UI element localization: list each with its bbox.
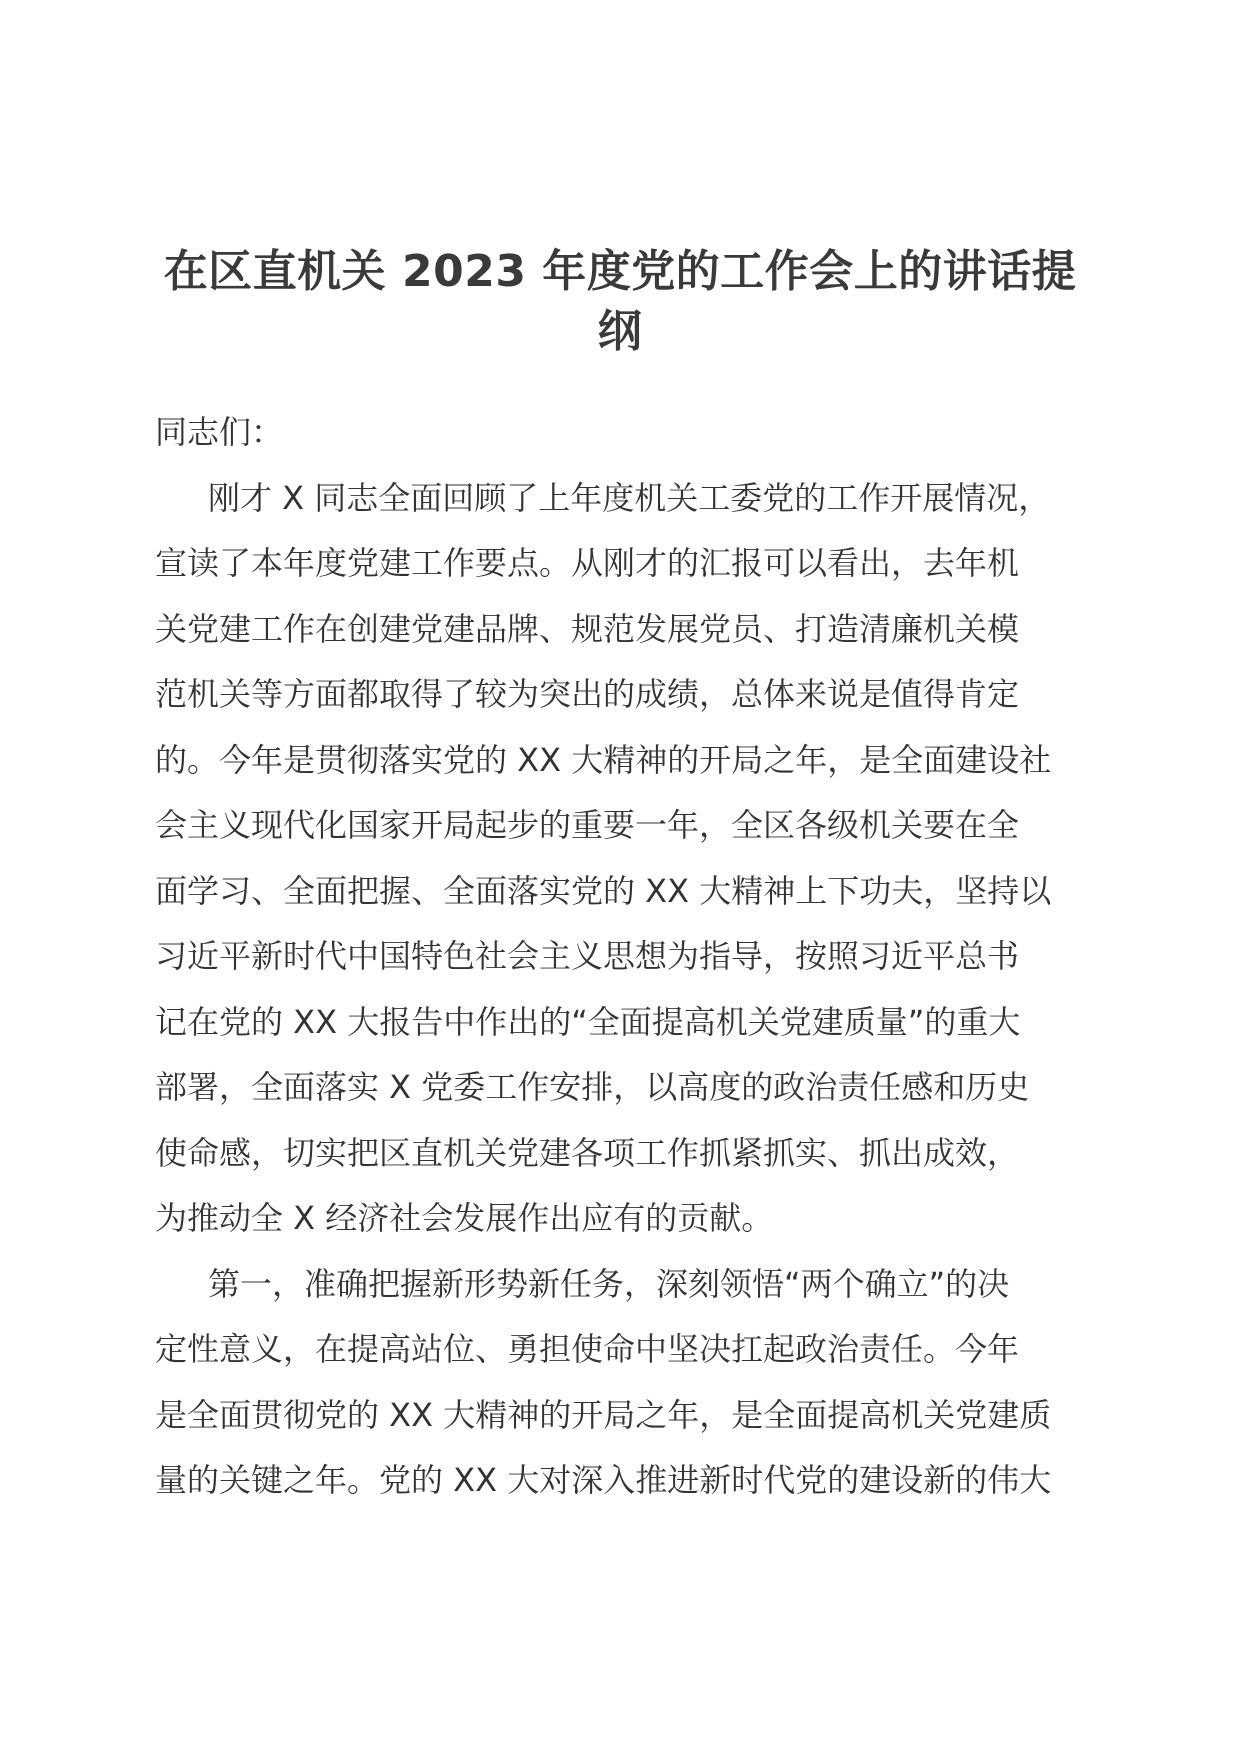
paragraph-2-line: 定性意义，在提高站位、勇担使命中坚决扛起政治责任。今年 — [155, 1330, 1020, 1368]
paragraph-1-line: 关党建工作在创建党建品牌、规范发展党员、打造清廉机关模 — [155, 609, 1020, 648]
paragraph-1-line: 为推动全 X 经济社会发展作出应有的贡献。 — [155, 1199, 774, 1237]
document-title — [150, 242, 1090, 362]
paragraph-2-line: 是全面贯彻党的 XX 大精神的开局之年，是全面提高机关党建质 — [155, 1395, 1052, 1434]
document-title-line-2: 纲 — [597, 306, 643, 357]
paragraph-1-line: 宣读了本年度党建工作要点。从刚才的汇报可以看出，去年机 — [155, 544, 1020, 582]
paragraph-1-line: 范机关等方面都取得了较为突出的成绩，总体来说是值得肯定 — [155, 675, 1020, 713]
paragraph-1-line: 部署，全面落实 X 党委工作安排，以高度的政治责任感和历史 — [155, 1068, 1030, 1106]
paragraph-1 — [155, 466, 1085, 1252]
salutation: 同志们： — [155, 413, 284, 451]
paragraph-2-line: 第一，准确把握新形势新任务，深刻领悟“两个确立”的决 — [208, 1264, 1010, 1303]
paragraph-1-line: 习近平新时代中国特色社会主义思想为指导，按照习近平总书 — [155, 937, 1020, 975]
paragraph-2 — [155, 1252, 1085, 1514]
paragraph-1-line: 会主义现代化国家开局起步的重要一年，全区各级机关要在全 — [155, 806, 1020, 844]
document-title-line-1: 在区直机关 2023 年度党的工作会上的讲话提 — [163, 246, 1077, 297]
paragraph-2-line: 量的关键之年。党的 XX 大对深入推进新时代党的建设新的伟大 — [155, 1461, 1052, 1499]
paragraph-1-line: 的。今年是贯彻落实党的 XX 大精神的开局之年，是全面建设社 — [155, 740, 1052, 779]
paragraph-1-line: 记在党的 XX 大报告中作出的“全面提高机关党建质量”的重大 — [155, 1002, 1021, 1041]
document-body — [155, 400, 1085, 1514]
paragraph-1-line: 刚才 X 同志全面回顾了上年度机关工委党的工作开展情况， — [208, 478, 1051, 517]
paragraph-1-line: 使命感，切实把区直机关党建各项工作抓紧抓实、抓出成效， — [155, 1133, 1020, 1172]
paragraph-1-line: 面学习、全面把握、全面落实党的 XX 大精神上下功夫，坚持以 — [155, 871, 1052, 910]
